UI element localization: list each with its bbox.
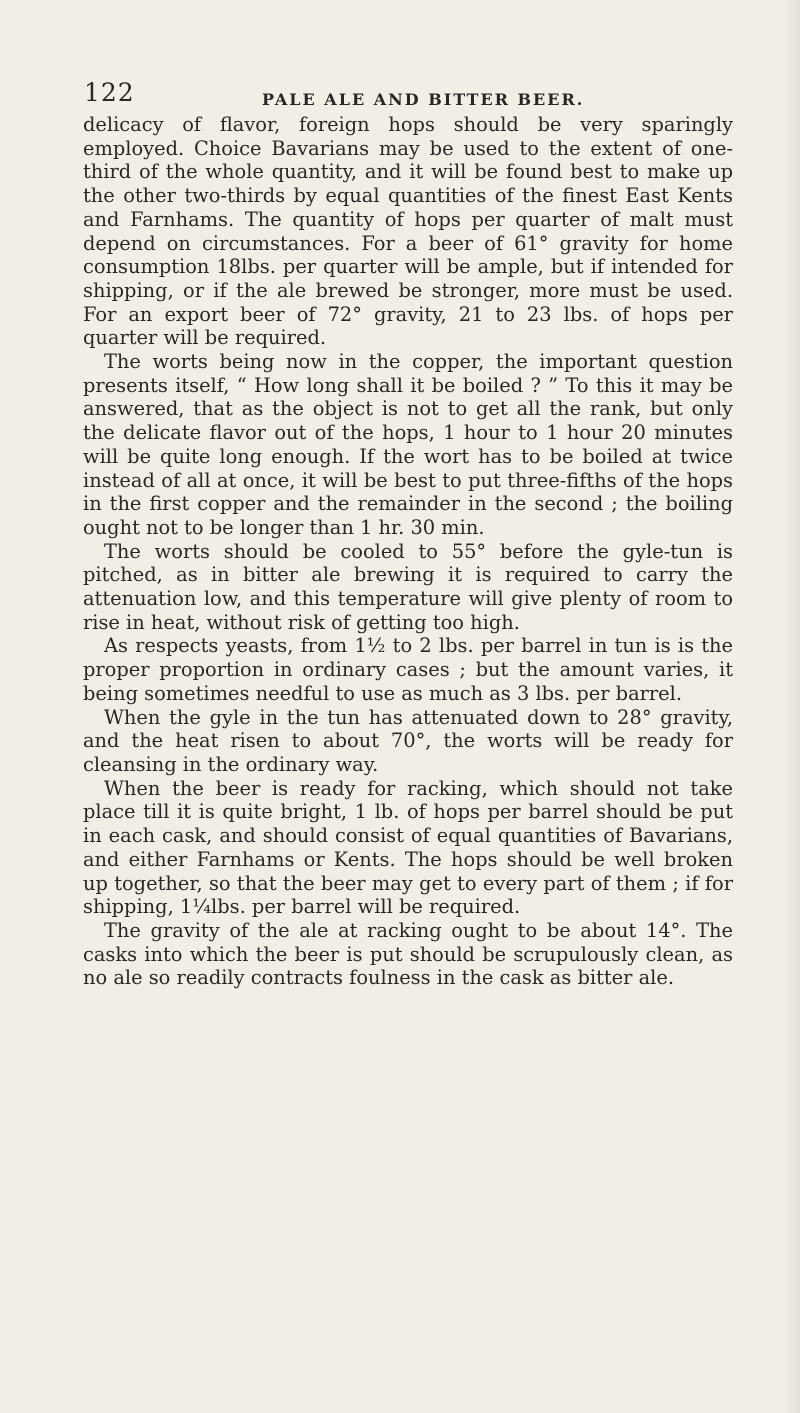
paragraph: When the gyle in the tun has attenuated down to 28° gravity, and the heat risen to about 70°, the worts will be ready for cleansing in the ordinary way.	[83, 705, 733, 776]
paragraph: The worts being now in the copper, the important question presents itself, “ How long shall it be boiled ? ” To this it may be answered, that as the object is not to get all the rank, but only the delicate flavor out of the hops, 1 hour to 1 hour 20 minutes will be quite long enough. If the wort has to be boiled at twice instead of all at once, it will be best to put three-fifths of the hops in the first copper and the remainder in the second ; the boiling ought not to be longer than 1 hr. 30 min.	[83, 350, 733, 539]
paragraph: delicacy of flavor, foreign hops should be very sparingly employed. Choice Bavarians may be used to the extent of one-third of the whole quantity, and it will be found best to make up the other two-thirds by equal quantities of the finest East Kents and Farnhams. The quantity of hops per quarter of malt must depend on circumstances. For a beer of 61° gravity for home consumption 18lbs. per quarter will be ample, but if intended for shipping, or if the ale brewed be stronger, more must be used. For an export beer of 72° gravity, 21 to 23 lbs. of hops per quarter will be required.	[83, 113, 733, 350]
paragraph: When the beer is ready for racking, which should not take place till it is quite bright, 1 lb. of hops per barrel should be put in each cask, and should consist of equal quantities of Bavarians, and either Farnhams or Kents. The hops should be well broken up together, so that the beer may get to every part of them ; if for shipping, 1¼lbs. per barrel will be required.	[83, 776, 733, 919]
paragraph: As respects yeasts, from 1½ to 2 lbs. per barrel in tun is is the proper proportion in ordinary cases ; but the amount varies, it being sometimes needful to use as much as 3 lbs. per barrel.	[83, 634, 733, 705]
paragraph: The gravity of the ale at racking ought to be about 14°. The casks into which the beer is put should be scrupulously clean, as no ale so readily contracts foulness in the cask as bitter ale.	[83, 918, 733, 990]
paragraph: The worts should be cooled to 55° before the gyle-tun is pitched, as in bitter ale brewing it is required to carry the attenuation low, and this temperature will give plenty of room to rise in heat, without risk of getting too high.	[83, 539, 733, 634]
page-number: 122	[84, 78, 135, 107]
page-body	[83, 113, 733, 990]
page-edge-shadow	[782, 0, 800, 1413]
running-head: PALE ALE AND BITTER BEER.	[262, 90, 585, 109]
